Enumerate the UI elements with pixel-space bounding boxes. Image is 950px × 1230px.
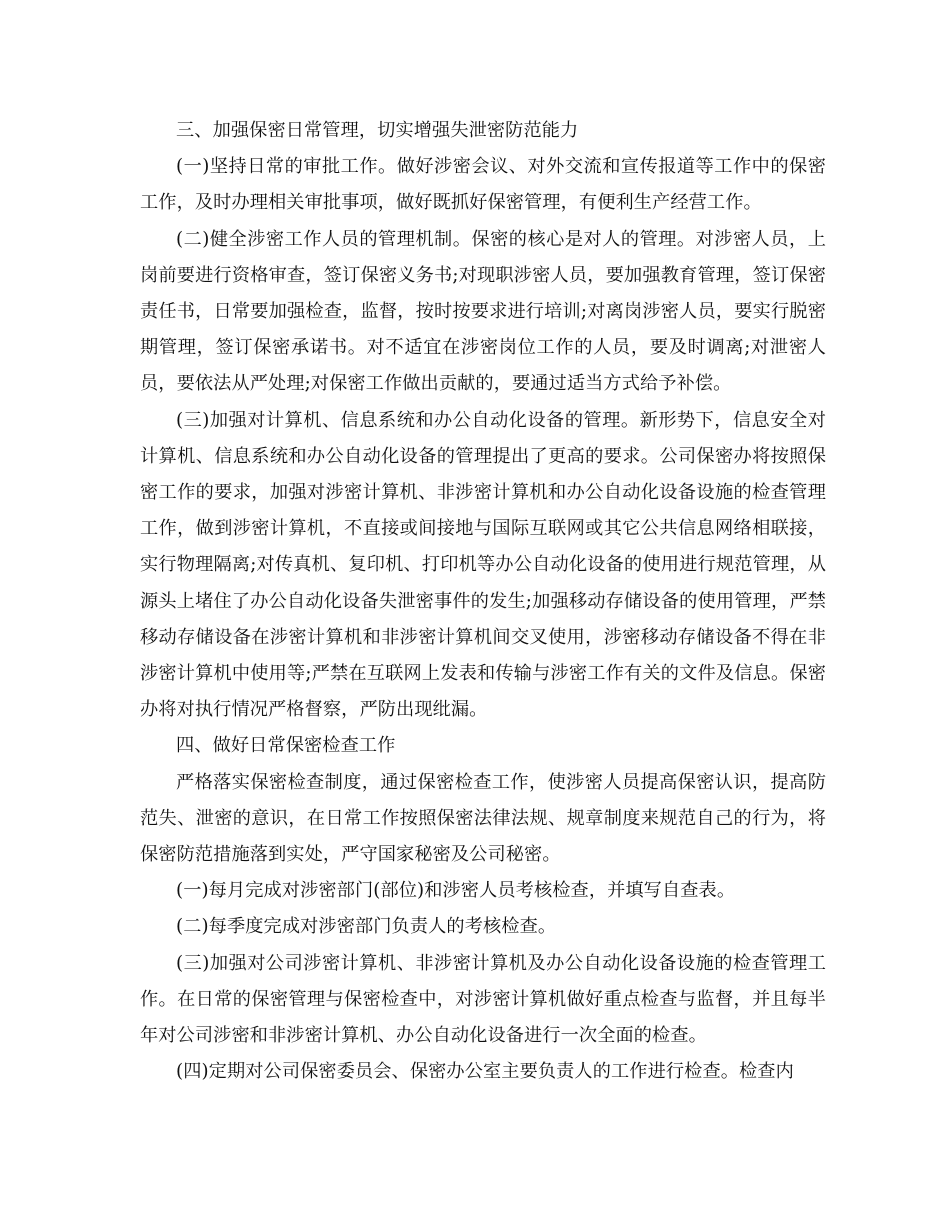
document-body — [140, 113, 826, 1090]
paragraph-personnel-management: (二)健全涉密工作人员的管理机制。保密的核心是对人的管理。对涉密人员，上岗前要进行资格审查，签订保密义务书;对现职涉密人员，要加强教育管理，签订保密责任书，日常要加强检查，监督，按时按要求进行培训;对离岗涉密人员，要实行脱密期管理，签订保密承诺书。对不适宜在涉密岗位工作的人员，要及时调离;对泄密人员，要依法从严处理;对保密工作做出贡献的，要通过适当方式给予补偿。 — [140, 228, 826, 395]
section-heading-4: 四、做好日常保密检查工作 — [176, 735, 396, 757]
paragraph-equipment-check: (三)加强对公司涉密计算机、非涉密计算机及办公自动化设备设施的检查管理工作。在日常的保密管理与保密检查中，对涉密计算机做好重点检查与监督，并且每半年对公司涉密和非涉密计算机、办公自动化设备进行一次全面的检查。 — [140, 952, 826, 1047]
paragraph-quarterly-check: (二)每季度完成对涉密部门负责人的考核检查。 — [176, 916, 557, 938]
paragraph-inspection-system: 严格落实保密检查制度，通过保密检查工作，使涉密人员提高保密认识，提高防范失、泄密的意识，在日常工作按照保密法律法规、规章制度来规范自己的行为，将保密防范措施落到实处，严守国家秘密及公司秘密。 — [140, 771, 826, 866]
paragraph-periodic-check: (四)定期对公司保密委员会、保密办公室主要负责人的工作进行检查。检查内 — [176, 1061, 794, 1083]
paragraph-computer-management: (三)加强对计算机、信息系统和办公自动化设备的管理。新形势下，信息安全对计算机、信息系统和办公自动化设备的管理提出了更高的要求。公司保密办将按照保密工作的要求，加强对涉密计算机、非涉密计算机和办公自动化设备设施的检查管理工作，做到涉密计算机，不直接或间接地与国际互联网或其它公共信息网络相联接，实行物理隔离;对传真机、复印机、打印机等办公自动化设备的使用进行规范管理，从源头上堵住了办公自动化设备失泄密事件的发生;加强移动存储设备的使用管理，严禁移动存储设备在涉密计算机和非涉密计算机间交叉使用，涉密移动存储设备不得在非涉密计算机中使用等;严禁在互联网上发表和传输与涉密工作有关的文件及信息。保密办将对执行情况严格督察，严防出现纰漏。 — [140, 409, 826, 721]
paragraph-monthly-check: (一)每月完成对涉密部门(部位)和涉密人员考核检查，并填写自查表。 — [176, 880, 736, 902]
paragraph-approval-work: (一)坚持日常的审批工作。做好涉密会议、对外交流和宣传报道等工作中的保密工作，及时办理相关审批事项，做好既抓好保密管理，有便利生产经营工作。 — [140, 156, 826, 214]
section-heading-3: 三、加强保密日常管理，切实增强失泄密防范能力 — [176, 120, 579, 141]
